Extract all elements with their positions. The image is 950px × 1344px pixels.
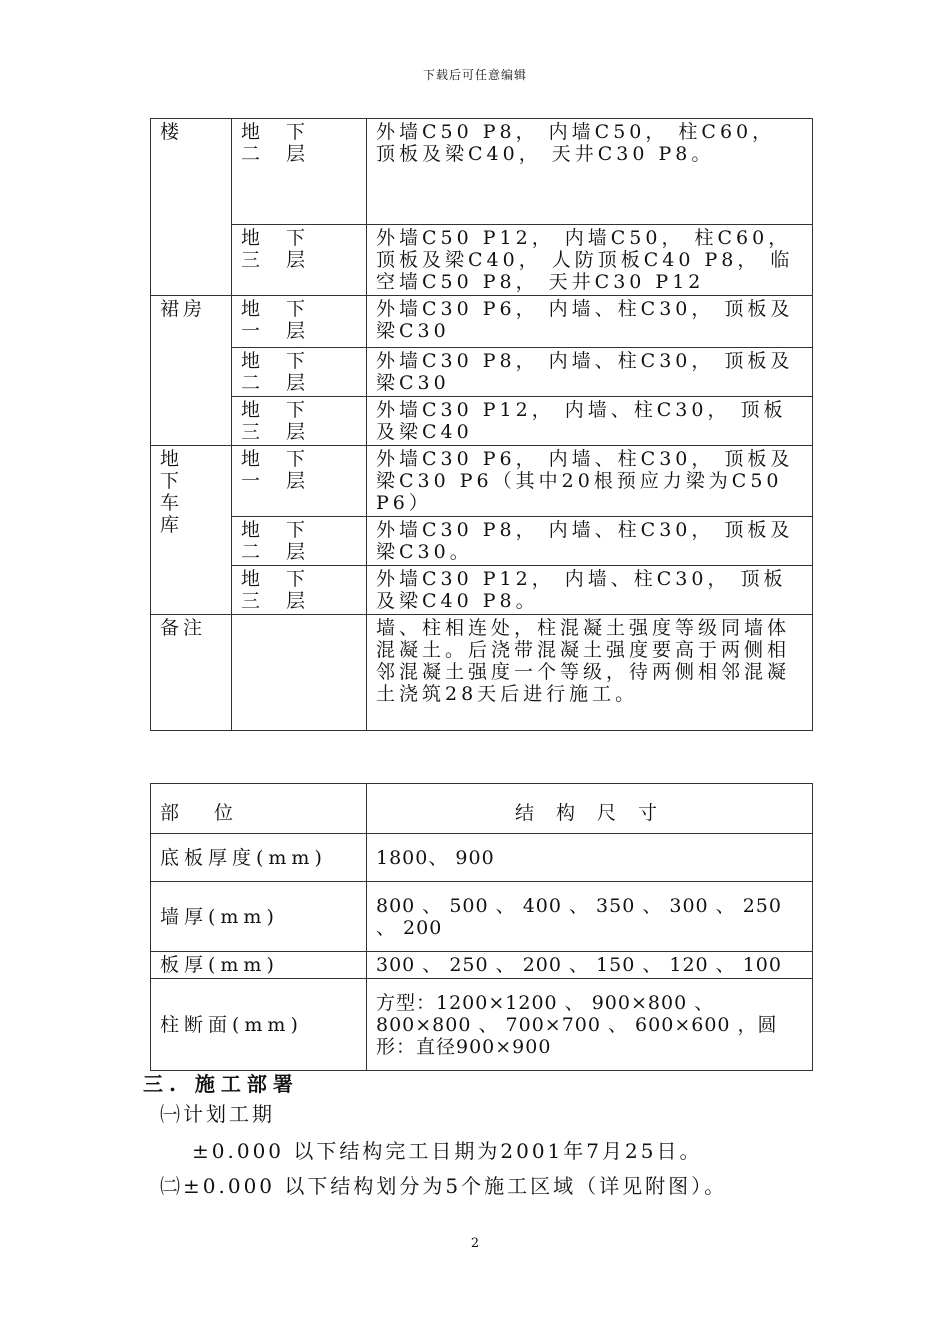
table-row: [151, 979, 813, 1071]
concrete-spec-cell: 外墙C30 P12， 内墙、柱C30， 顶板及梁C40: [367, 397, 813, 446]
concrete-spec-cell: 外墙C50 P8， 内墙C50， 柱C60， 顶板及梁C40， 天井C30 P8。: [367, 119, 813, 225]
table-row: [151, 882, 813, 952]
part-cell: 板厚(mm): [151, 952, 367, 979]
concrete-spec-cell: 外墙C30 P12， 内墙、柱C30， 顶板及梁C40 P8。: [367, 566, 813, 615]
table-row: [151, 348, 813, 397]
table-row: [151, 566, 813, 615]
concrete-spec-cell: 外墙C50 P12， 内墙C50， 柱C60， 顶板及梁C40， 人防顶板C40 P8， 临空墙C50 P8， 天井C30 P12: [367, 225, 813, 296]
table-row: [151, 296, 813, 348]
item-schedule: ㈠计划工期: [160, 1102, 275, 1126]
table-row: [151, 952, 813, 979]
table-row: [151, 834, 813, 882]
building-part-cell: 备注: [151, 615, 232, 731]
size-cell: 800 、 500 、 400 、 350 、 300 、 250 、 200: [367, 882, 813, 952]
floor-cell: 地 下 二 层: [232, 517, 367, 566]
concrete-grade-table: [150, 118, 813, 731]
table-row: [151, 615, 813, 731]
part-cell: 墙厚(mm): [151, 882, 367, 952]
item-zones: ㈡±0.000 以下结构划分为5个施工区域（详见附图）。: [160, 1174, 728, 1198]
part-cell: 底板厚度(mm): [151, 834, 367, 882]
part-cell: 柱断面(mm): [151, 979, 367, 1071]
page-number: 2: [470, 1236, 480, 1251]
table-row: [151, 517, 813, 566]
floor-cell: 地 下 一 层: [232, 296, 367, 348]
table-row: [151, 119, 813, 225]
page-header: 下载后可任意编辑: [422, 68, 527, 82]
concrete-spec-cell: 墙、柱相连处，柱混凝土强度等级同墙体混凝土。后浇带混凝土强度要高于两侧相邻混凝土强度一个等级，待两侧相邻混凝土浇筑28天后进行施工。: [367, 615, 813, 731]
building-part-cell: 裙房: [151, 296, 232, 446]
floor-cell: 地 下 二 层: [232, 119, 367, 225]
floor-cell: 地 下 三 层: [232, 397, 367, 446]
structure-size-table: [150, 783, 813, 1071]
concrete-spec-cell: 外墙C30 P6， 内墙、柱C30， 顶板及梁C30: [367, 296, 813, 348]
table-row: [151, 446, 813, 517]
header-part: 部 位: [151, 784, 367, 834]
concrete-spec-cell: 外墙C30 P8， 内墙、柱C30， 顶板及梁C30。: [367, 517, 813, 566]
table-row: [151, 225, 813, 296]
floor-cell: 地 下 一 层: [232, 446, 367, 517]
building-part-cell: 地下车库: [151, 446, 232, 615]
section-title: 三. 施工部署: [143, 1072, 299, 1096]
header-size: 结 构 尺 寸: [367, 784, 813, 834]
floor-cell: 地 下 三 层: [232, 566, 367, 615]
size-cell: 300 、 250 、 200 、 150 、 120 、 100: [367, 952, 813, 979]
size-cell: 方型：1200×1200 、 900×800 、 800×800 、 700×700 、 600×600 ，圆形：直径900×900: [367, 979, 813, 1071]
building-part-cell: 楼: [151, 119, 232, 296]
table-row: [151, 397, 813, 446]
floor-cell: [232, 615, 367, 731]
size-cell: 1800、 900: [367, 834, 813, 882]
concrete-spec-cell: 外墙C30 P8， 内墙、柱C30， 顶板及梁C30: [367, 348, 813, 397]
item-completion-date: ±0.000 以下结构完工日期为2001年7月25日。: [192, 1139, 703, 1163]
floor-cell: 地 下 二 层: [232, 348, 367, 397]
concrete-spec-cell: 外墙C30 P6， 内墙、柱C30， 顶板及梁C30 P6（其中20根预应力梁为C50 P6）: [367, 446, 813, 517]
floor-cell: 地 下 三 层: [232, 225, 367, 296]
table-header-row: [151, 784, 813, 834]
